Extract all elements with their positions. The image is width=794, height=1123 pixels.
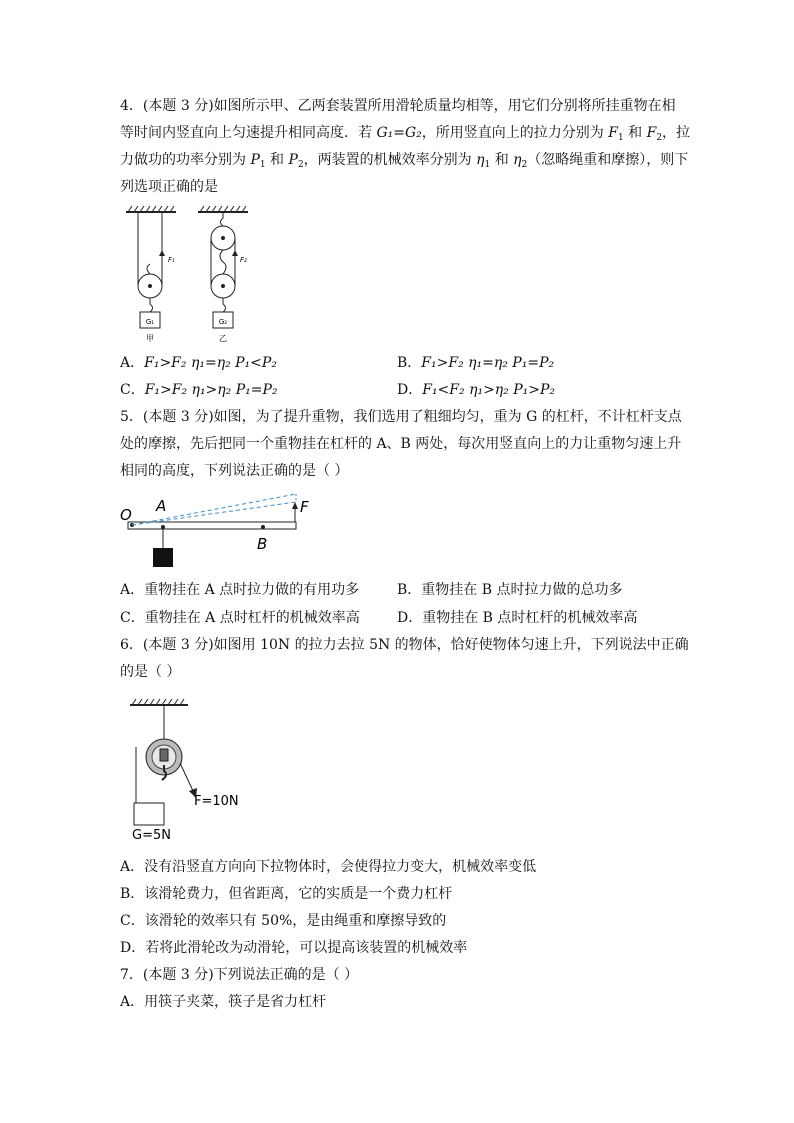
q4-line-3 — [120, 151, 688, 169]
weight-label: G=5N — [132, 828, 171, 843]
q4-option-b-text: F₁>F₂ η₁=η₂ P₁=P₂ — [421, 355, 555, 371]
q5-option-b[interactable] — [397, 581, 623, 599]
q4-text-3a: 力做功的功率分别为 — [120, 152, 251, 168]
hook-yi-middle — [220, 250, 226, 274]
pulley-yi-movable-axle — [221, 284, 225, 288]
hook-jia-bottom — [150, 298, 153, 312]
q4-option-c[interactable] — [120, 381, 278, 399]
weight-yi-label: G₂ — [218, 318, 228, 326]
q4-P2-sub: 2 — [297, 160, 304, 170]
q4-equation: G₁=G₂ — [376, 125, 422, 141]
q4-number: 4． — [120, 98, 143, 114]
q4-text-2a: 等时间内竖直向上匀速提升相同高度．若 — [120, 125, 377, 141]
q4-text-2b: ，所用竖直向上的拉力分别为 — [421, 125, 609, 141]
q4-option-b-label: B． — [397, 355, 422, 371]
q4-eta2: η — [513, 152, 522, 168]
q4-option-d-text: F₁<F₂ η₁>η₂ P₁>P₂ — [422, 382, 556, 398]
hook-yi-ceiling — [221, 212, 224, 226]
q5-option-c[interactable] — [120, 609, 360, 627]
q6-option-c-text: 该滑轮的效率只有 50%，是由绳重和摩擦导致的 — [144, 913, 447, 929]
weight-box — [134, 803, 164, 825]
q5-option-b-text: 重物挂在 B 点时拉力做的总功多 — [421, 582, 623, 598]
force-arrowhead-yi — [232, 250, 238, 256]
q4-text-3e: （忽略绳重和摩擦），则下 — [527, 152, 689, 168]
q4-P2: P — [288, 152, 298, 168]
label-A: A — [156, 497, 167, 515]
q4-text-2d: ，拉 — [662, 125, 691, 141]
q4-text-2c: 和 — [623, 125, 647, 141]
q5-option-a-text: 重物挂在 A 点时拉力做的有用功多 — [144, 582, 360, 598]
q4-F1: F — [608, 125, 618, 141]
hook-jia-top — [147, 264, 150, 274]
hook-yi-bottom — [223, 298, 226, 312]
q6-option-c[interactable] — [120, 912, 446, 930]
q5-option-a-label: A． — [120, 582, 145, 598]
q4-F2: F — [646, 125, 657, 141]
q6-option-c-label: C． — [120, 913, 145, 929]
label-B: B — [257, 535, 268, 553]
q5-option-b-label: B． — [397, 582, 422, 598]
q5-line-2: 处的摩擦，先后把同一个重物挂在杠杆的 A、B 两处，每次用竖直向上的力让重物匀速上升 — [120, 436, 682, 452]
weight-jia-label: G₁ — [145, 318, 155, 326]
q5-line-1 — [120, 408, 682, 426]
point-B — [261, 525, 265, 529]
q6-option-b[interactable] — [120, 885, 452, 903]
q5-line-3: 相同的高度，下列说法正确的是（ ） — [120, 463, 349, 479]
label-O: O — [120, 506, 132, 524]
q4-F2-sub: 2 — [656, 133, 663, 143]
label-F: F — [300, 498, 309, 516]
force-label: F=10N — [194, 794, 239, 809]
q4-eta1-sub: 1 — [484, 160, 491, 170]
pulley-jia-axle — [148, 284, 152, 288]
rope-right — [180, 763, 194, 793]
q4-option-d[interactable] — [397, 381, 555, 399]
q4-P1-sub: 1 — [259, 160, 266, 170]
q4-option-a-text: F₁>F₂ η₁=η₂ P₁<P₂ — [144, 355, 277, 371]
q4-option-c-label: C． — [120, 382, 145, 398]
q5-number: 5． — [120, 409, 143, 425]
q6-line-1 — [120, 636, 689, 654]
q6-option-b-label: B． — [120, 886, 145, 902]
q4-figure-pulleys — [118, 200, 278, 350]
q4-text-3c: ，两装置的机械效率分别为 — [303, 152, 477, 168]
q7-option-a-text: 用筷子夹菜，筷子是省力杠杆 — [144, 994, 327, 1010]
point-A — [161, 525, 165, 529]
q6-option-a-label: A． — [120, 859, 145, 875]
q6-number: 6． — [120, 637, 143, 653]
q5-option-c-label: C． — [120, 610, 145, 626]
q4-F1-sub: 1 — [617, 133, 624, 143]
q5-text-1: (本题 3 分)如图，为了提升重物，我们选用了粗细均匀，重为 G 的杠杆，不计杠杆支点 — [142, 409, 682, 425]
q4-P1: P — [250, 152, 260, 168]
q6-option-d-text: 若将此滑轮改为动滑轮，可以提高该装置的机械效率 — [145, 940, 468, 956]
lever-bar — [128, 522, 296, 529]
force-label-jia: F₁ — [168, 256, 175, 264]
force-arrowhead-jia — [159, 250, 165, 256]
q6-text-1: (本题 3 分)如图用 10N 的拉力去拉 5N 的物体，恰好使物体匀速上升，下列说法中正确 — [142, 637, 689, 653]
q5-figure-lever — [118, 488, 318, 570]
q6-line-2: 的是（ ） — [120, 664, 181, 680]
q5-option-d[interactable] — [397, 609, 637, 627]
q5-option-c-text: 重物挂在 A 点时杠杆的机械效率高 — [144, 610, 360, 626]
q5-option-a[interactable] — [120, 581, 359, 599]
weight-block — [153, 548, 173, 567]
q4-option-c-text: F₁>F₂ η₁>η₂ P₁=P₂ — [144, 382, 278, 398]
label-yi: 乙 — [219, 334, 227, 343]
q5-option-d-label: D． — [397, 610, 423, 626]
q4-option-a-label: A． — [120, 355, 145, 371]
q4-text-1: (本题 3 分)如图所示甲、乙两套装置所用滑轮质量均相等，用它们分别将所挂重物在相 — [142, 98, 676, 114]
q7-number: 7． — [120, 967, 143, 983]
q5-option-d-text: 重物挂在 B 点时杠杆的机械效率高 — [422, 610, 638, 626]
q4-text-3d: 和 — [490, 152, 514, 168]
q6-option-d-label: D． — [120, 940, 146, 956]
q7-option-a-label: A． — [120, 994, 145, 1010]
q7-text-1: (本题 3 分)下列说法正确的是（ ） — [142, 967, 359, 983]
q7-line-1 — [120, 966, 358, 984]
q6-option-a[interactable] — [120, 858, 536, 876]
q4-line-1 — [120, 97, 676, 115]
q6-option-a-text: 没有沿竖直方向向下拉物体时，会使得拉力变大，机械效率变低 — [144, 859, 537, 875]
q4-eta1: η — [476, 152, 485, 168]
q4-text-3b: 和 — [265, 152, 289, 168]
q6-option-d[interactable] — [120, 939, 467, 957]
q4-option-b[interactable] — [397, 354, 554, 372]
q6-figure-pulley — [118, 693, 258, 843]
q4-option-d-label: D． — [397, 382, 423, 398]
q7-option-a[interactable] — [120, 993, 326, 1011]
force-label-yi: F₂ — [240, 256, 247, 264]
pulley-axle — [160, 749, 168, 761]
q4-line-4: 列选项正确的是 — [120, 179, 218, 195]
pulley-yi-fixed-axle — [221, 236, 225, 240]
q4-eta2-sub: 2 — [521, 160, 528, 170]
force-arrowhead — [292, 502, 298, 509]
q4-option-a[interactable] — [120, 354, 277, 372]
q4-line-2 — [120, 124, 690, 142]
label-jia: 甲 — [146, 334, 154, 343]
q6-option-b-text: 该滑轮费力，但省距离，它的实质是一个费力杠杆 — [144, 886, 453, 902]
